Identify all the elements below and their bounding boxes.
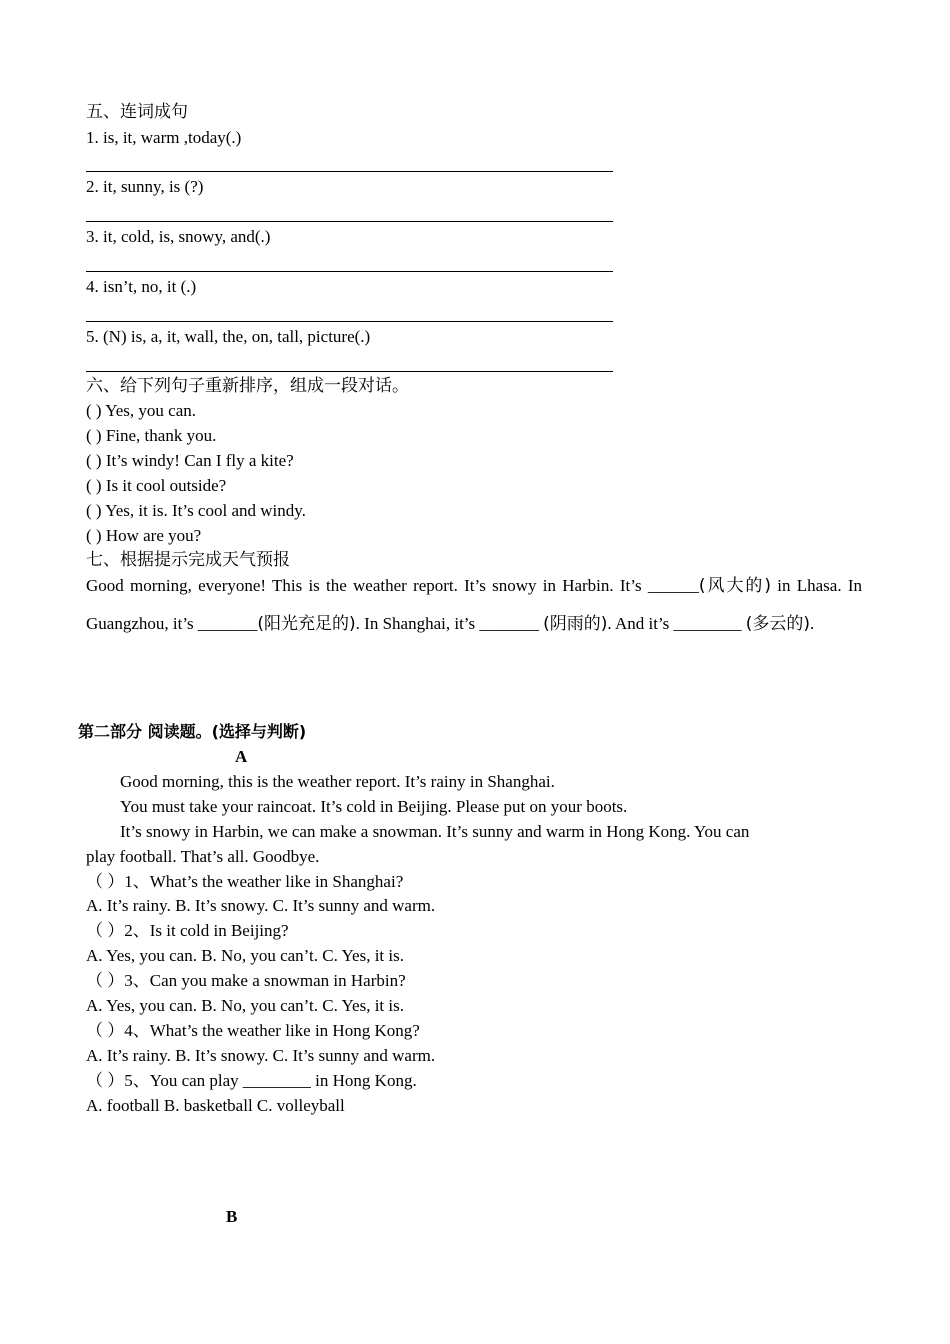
passage-a-line-2: You must take your raincoat. It’s cold in Beijing. Please put on your boots. — [120, 797, 628, 816]
answer-line-2[interactable] — [86, 221, 613, 222]
part2-heading: 第二部分 阅读题。(选择与判断) — [78, 722, 307, 741]
weather-report-paragraph — [86, 567, 862, 643]
passage-a-line-4: play football. That’s all. Goodbye. — [86, 847, 320, 866]
dialogue-item-5: ( ) Yes, it is. It’s cool and windy. — [86, 501, 306, 520]
question-4-options: A. It’s rainy. B. It’s snowy. C. It’s sunny and warm. — [86, 1046, 436, 1065]
hint-cloudy: (多云的) — [745, 614, 811, 634]
section7-heading: 七、根据提示完成天气预报 — [86, 550, 290, 570]
question-5-options: A. football B. basketball C. volleyball — [86, 1096, 345, 1115]
report-text-4: . And it’s ________ — [607, 614, 746, 633]
answer-line-5[interactable] — [86, 371, 613, 372]
sentence-item-5: 5. (N) is, a, it, wall, the, on, tall, picture(.) — [86, 327, 371, 346]
sentence-item-3: 3. it, cold, is, snowy, and(.) — [86, 227, 271, 246]
answer-line-1[interactable] — [86, 171, 613, 172]
question-5: （ ）5、You can play ________ in Hong Kong. — [86, 1071, 417, 1090]
report-text-2: in Lhasa. In Guangzhou, it’s _______ — [86, 576, 862, 633]
sentence-item-2: 2. it, sunny, is (?) — [86, 177, 204, 196]
hint-rainy: (阴雨的) — [543, 614, 608, 634]
question-3-options: A. Yes, you can. B. No, you can’t. C. Yes, it is. — [86, 996, 404, 1015]
question-2-options: A. Yes, you can. B. No, you can’t. C. Yes, it is. — [86, 946, 404, 965]
question-1-options: A. It’s rainy. B. It’s snowy. C. It’s sunny and warm. — [86, 896, 436, 915]
dialogue-item-2: ( ) Fine, thank you. — [86, 426, 217, 445]
report-text-3: . In Shanghai, it’s _______ — [355, 614, 544, 633]
passage-a-label: A — [235, 747, 248, 766]
passage-a-line-3: It’s snowy in Harbin, we can make a snowman. It’s sunny and warm in Hong Kong. You can — [120, 822, 750, 841]
sentence-item-1: 1. is, it, warm ,today(.) — [86, 128, 242, 147]
passage-a-line-1: Good morning, this is the weather report. It’s rainy in Shanghai. — [120, 772, 555, 791]
sentence-item-4: 4. isn’t, no, it (.) — [86, 277, 197, 296]
report-text-1: Good morning, everyone! This is the weather report. It’s snowy in Harbin. It’s ______ — [86, 576, 699, 595]
section6-heading: 六、给下列句子重新排序，组成一段对话。 — [86, 376, 409, 396]
question-2: （ ）2、Is it cold in Beijing? — [86, 921, 289, 940]
hint-sunny: (阳光充足的) — [257, 614, 356, 634]
answer-line-4[interactable] — [86, 321, 613, 322]
dialogue-item-1: ( ) Yes, you can. — [86, 401, 197, 420]
dialogue-item-6: ( ) How are you? — [86, 526, 202, 545]
dialogue-item-3: ( ) It’s windy! Can I fly a kite? — [86, 451, 294, 470]
hint-windy: (风大的) — [698, 576, 772, 596]
question-1: （ ）1、What’s the weather like in Shanghai? — [86, 872, 404, 891]
dialogue-item-4: ( ) Is it cool outside? — [86, 476, 227, 495]
section5-heading: 五、连词成句 — [86, 102, 188, 122]
report-text-5: . — [810, 614, 815, 633]
question-3: （ ）3、Can you make a snowman in Harbin? — [86, 971, 406, 990]
answer-line-3[interactable] — [86, 271, 613, 272]
question-4: （ ）4、What’s the weather like in Hong Kong? — [86, 1021, 420, 1040]
passage-b-label: B — [226, 1207, 238, 1226]
